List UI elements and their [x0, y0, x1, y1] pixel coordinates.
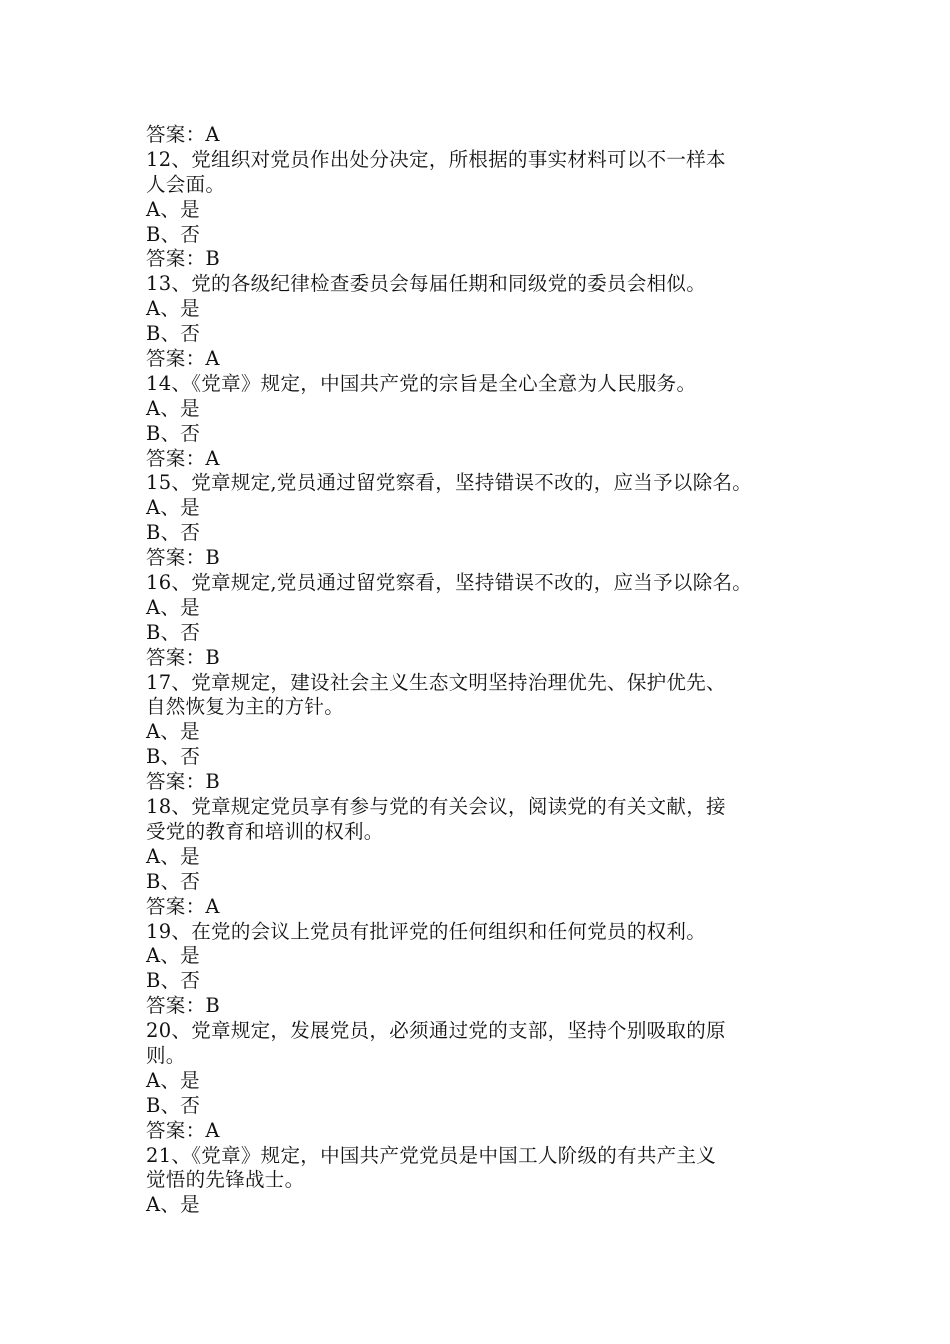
option-b: B、否: [146, 322, 201, 346]
question-21-line-2: 觉悟的先锋战士。: [146, 1168, 305, 1192]
option-a: A、是: [146, 1068, 200, 1092]
answer-line: 答案：B: [146, 247, 221, 271]
answer-line: 答案：B: [146, 546, 221, 570]
answer-line: 答案：A: [146, 347, 220, 371]
question-13: 13、党的各级纪律检查委员会每届任期和同级党的委员会相似。: [146, 272, 707, 296]
document-page: [146, 123, 816, 1218]
option-b: B、否: [146, 521, 201, 545]
answer-line: 答案：B: [146, 770, 221, 794]
option-a: A、是: [146, 595, 200, 619]
question-21-line-1: 21、《党章》规定，中国共产党党员是中国工人阶级的有共产主义: [146, 1143, 717, 1167]
question-18-line-2: 受党的教育和培训的权利。: [146, 819, 384, 843]
question-15: 15、党章规定,党员通过留党察看，坚持错误不改的，应当予以除名。: [146, 471, 753, 495]
answer-line: 答案：A: [146, 1118, 220, 1142]
option-b: B、否: [146, 222, 201, 246]
answer-line: 答案：B: [146, 994, 221, 1018]
question-18-line-1: 18、党章规定党员享有参与党的有关会议，阅读党的有关文献，接: [146, 795, 726, 819]
option-a: A、是: [146, 396, 200, 420]
question-16: 16、党章规定,党员通过留党察看，坚持错误不改的，应当予以除名。: [146, 571, 753, 595]
question-20-line-2: 则。: [146, 1043, 186, 1067]
question-12-line-2: 人会面。: [146, 172, 226, 196]
option-a: A、是: [146, 944, 200, 968]
option-a: A、是: [146, 1193, 200, 1217]
answer-line: 答案：A: [146, 123, 220, 146]
option-b: B、否: [146, 745, 201, 769]
answer-line: 答案：A: [146, 446, 220, 470]
option-b: B、否: [146, 1093, 201, 1117]
option-a: A、是: [146, 197, 200, 221]
question-19: 19、在党的会议上党员有批评党的任何组织和任何党员的权利。: [146, 919, 707, 943]
option-b: B、否: [146, 421, 201, 445]
question-17-line-1: 17、党章规定，建设社会主义生态文明坚持治理优先、保护优先、: [146, 670, 726, 694]
option-a: A、是: [146, 496, 200, 520]
answer-line: 答案：B: [146, 645, 221, 669]
option-a: A、是: [146, 844, 200, 868]
question-20-line-1: 20、党章规定，发展党员，必须通过党的支部，坚持个别吸取的原: [146, 1019, 726, 1043]
answer-line: 答案：A: [146, 894, 220, 918]
option-a: A、是: [146, 720, 200, 744]
question-12-line-1: 12、党组织对党员作出处分决定，所根据的事实材料可以不一样本: [146, 147, 726, 171]
option-b: B、否: [146, 869, 201, 893]
option-b: B、否: [146, 620, 201, 644]
question-14: 14、《党章》规定，中国共产党的宗旨是全心全意为人民服务。: [146, 371, 697, 395]
option-b: B、否: [146, 969, 201, 993]
option-a: A、是: [146, 297, 200, 321]
question-17-line-2: 自然恢复为主的方针。: [146, 695, 345, 719]
